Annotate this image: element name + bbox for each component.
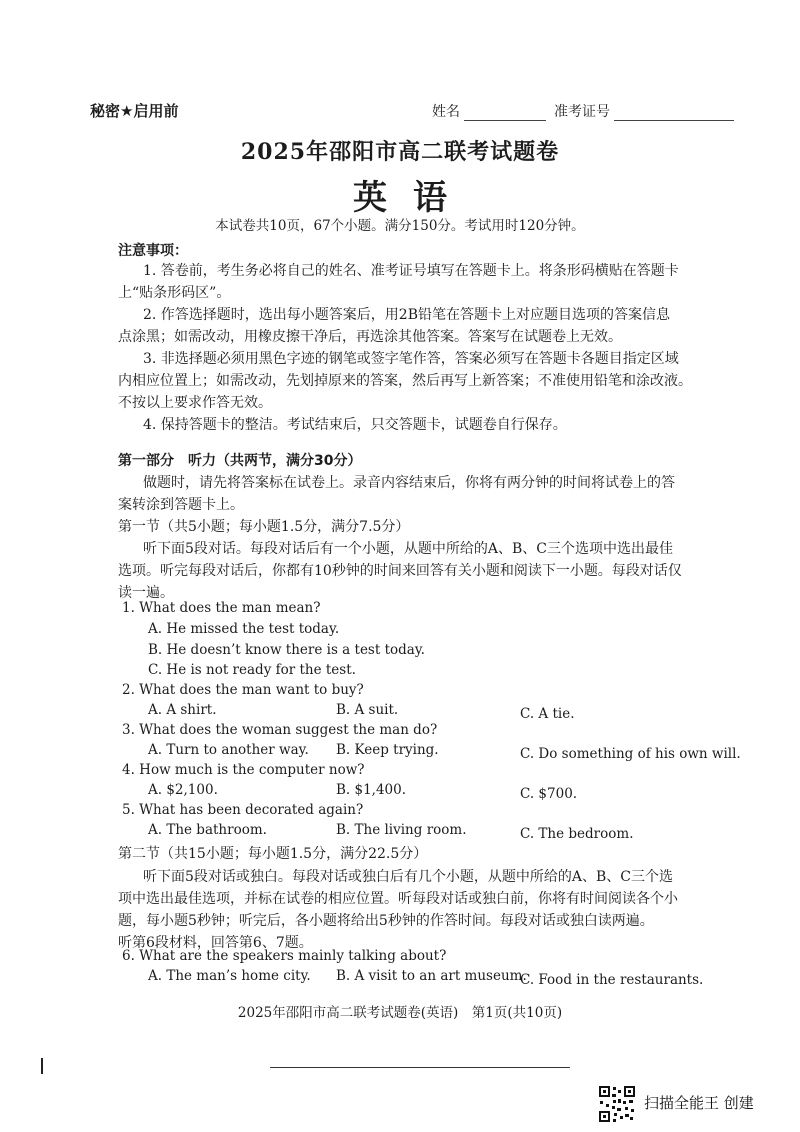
name-label: 姓名 xyxy=(432,104,460,120)
section2-heading: 第二节（共15小题；每小题1.5分，满分22.5分） xyxy=(118,846,428,862)
exam-title: 2025年邵阳市高二联考试题卷 xyxy=(240,139,560,165)
notice-item-2-line-2: 点涂黑；如需改动，用橡皮擦干净后，再选涂其他答案。答案写在试题卷上无效。 xyxy=(118,329,622,345)
exam-id-blank xyxy=(614,106,734,121)
section2-directions-line-2: 项中选出最佳选项，并标在试卷的相应位置。听每段对话或独白前，你将有时间阅读各个小 xyxy=(118,891,678,907)
question-4-option-b: B. $1,400. xyxy=(336,782,407,798)
scan-mark xyxy=(41,1058,43,1074)
confidential-label: 秘密★启用前 xyxy=(90,102,179,120)
exam-info: 本试卷共10页，67个小题。满分150分。考试用时120分钟。 xyxy=(215,218,585,234)
notice-item-1-line-2: 上“贴条形码区”。 xyxy=(118,285,231,301)
notice-heading: 注意事项： xyxy=(118,243,188,259)
subject-title: 英语 xyxy=(353,178,473,218)
notice-item-3-line-1: 3. 非选择题必须用黑色字迹的钢笔或签字笔作答，答案必须写在答题卡各题目指定区域 xyxy=(143,351,679,367)
section1-directions-line-3: 读一遍。 xyxy=(118,585,174,601)
qr-code-icon xyxy=(598,1085,636,1123)
part1-heading: 第一部分 听力（共两节，满分30分） xyxy=(118,453,362,469)
section2-directions-line-4: 听第6段材料，回答第6、7题。 xyxy=(118,935,313,951)
bottom-rule xyxy=(270,1067,570,1068)
question-1-option-c: C. He is not ready for the test. xyxy=(148,662,356,678)
question-5: 5. What has been decorated again? xyxy=(122,802,364,818)
question-3-option-b: B. Keep trying. xyxy=(336,742,439,758)
section1-directions-line-2: 选项。听完每段对话后，你都有10秒钟的时间来回答有关小题和阅读下一小题。每段对话仅 xyxy=(118,563,682,579)
notice-item-4-line-1: 4. 保持答题卡的整洁。考试结束后，只交答题卡，试题卷自行保存。 xyxy=(143,417,567,433)
part1-intro-line-1: 做题时，请先将答案标在试卷上。录音内容结束后，你将有两分钟的时间将试卷上的答 xyxy=(143,475,675,491)
notice-item-1-line-1: 1. 答卷前，考生务必将自己的姓名、准考证号填写在答题卡上。将条形码横贴在答题卡 xyxy=(143,263,679,279)
section2-directions-line-3: 题，每小题5秒钟；听完后，各小题将给出5秒钟的作答时间。每段对话或独白读两遍。 xyxy=(118,913,654,929)
candidate-fields xyxy=(432,101,742,121)
exam-id-label: 准考证号 xyxy=(554,104,610,120)
question-4: 4. How much is the computer now? xyxy=(122,762,365,778)
question-6: 6. What are the speakers mainly talking about? xyxy=(122,948,447,964)
notice-item-2-line-1: 2. 作答选择题时，选出每小题答案后，用2B铅笔在答题卡上对应题目选项的答案信息 xyxy=(143,307,671,323)
question-1-option-a: A. He missed the test today. xyxy=(148,621,340,637)
question-4-option-a: A. $2,100. xyxy=(148,782,218,798)
question-2-option-c: C. A tie. xyxy=(520,706,575,722)
notice-item-3-line-3: 不按以上要求作答无效。 xyxy=(118,395,272,411)
notice-item-3-line-2: 内相应位置上；如需改动，先划掉原来的答案，然后再写上新答案；不准使用铅笔和涂改液。 xyxy=(118,373,692,389)
question-4-option-c: C. $700. xyxy=(520,786,578,802)
question-1-option-b: B. He doesn’t know there is a test today. xyxy=(148,642,425,658)
question-2-option-a: A. A shirt. xyxy=(148,702,217,718)
question-5-option-b: B. The living room. xyxy=(336,822,467,838)
question-3-option-c: C. Do something of his own will. xyxy=(520,746,741,762)
section2-directions-line-1: 听下面5段对话或独白。每段对话或独白后有几个小题，从题中所给的A、B、C三个选 xyxy=(143,869,674,885)
part1-intro-line-2: 案转涂到答题卡上。 xyxy=(118,497,244,513)
section1-heading: 第一节（共5小题；每小题1.5分，满分7.5分） xyxy=(118,519,410,535)
question-5-option-c: C. The bedroom. xyxy=(520,826,634,842)
question-6-option-a: A. The man’s home city. xyxy=(148,968,311,984)
question-6-option-b: B. A visit to an art museum. xyxy=(336,968,527,984)
page-footer: 2025年邵阳市高二联考试题卷(英语) 第1页(共10页) xyxy=(237,1005,563,1021)
question-6-option-c: C. Food in the restaurants. xyxy=(520,972,704,988)
question-3: 3. What does the woman suggest the man do? xyxy=(122,722,438,738)
scanner-watermark: 扫描全能王 创建 xyxy=(644,1094,754,1112)
question-2: 2. What does the man want to buy? xyxy=(122,682,364,698)
name-blank xyxy=(464,106,546,121)
question-5-option-a: A. The bathroom. xyxy=(148,822,267,838)
question-1: 1. What does the man mean? xyxy=(122,600,321,616)
question-3-option-a: A. Turn to another way. xyxy=(148,742,309,758)
section1-directions-line-1: 听下面5段对话。每段对话后有一个小题，从题中所给的A、B、C三个选项中选出最佳 xyxy=(143,541,674,557)
question-2-option-b: B. A suit. xyxy=(336,702,399,718)
